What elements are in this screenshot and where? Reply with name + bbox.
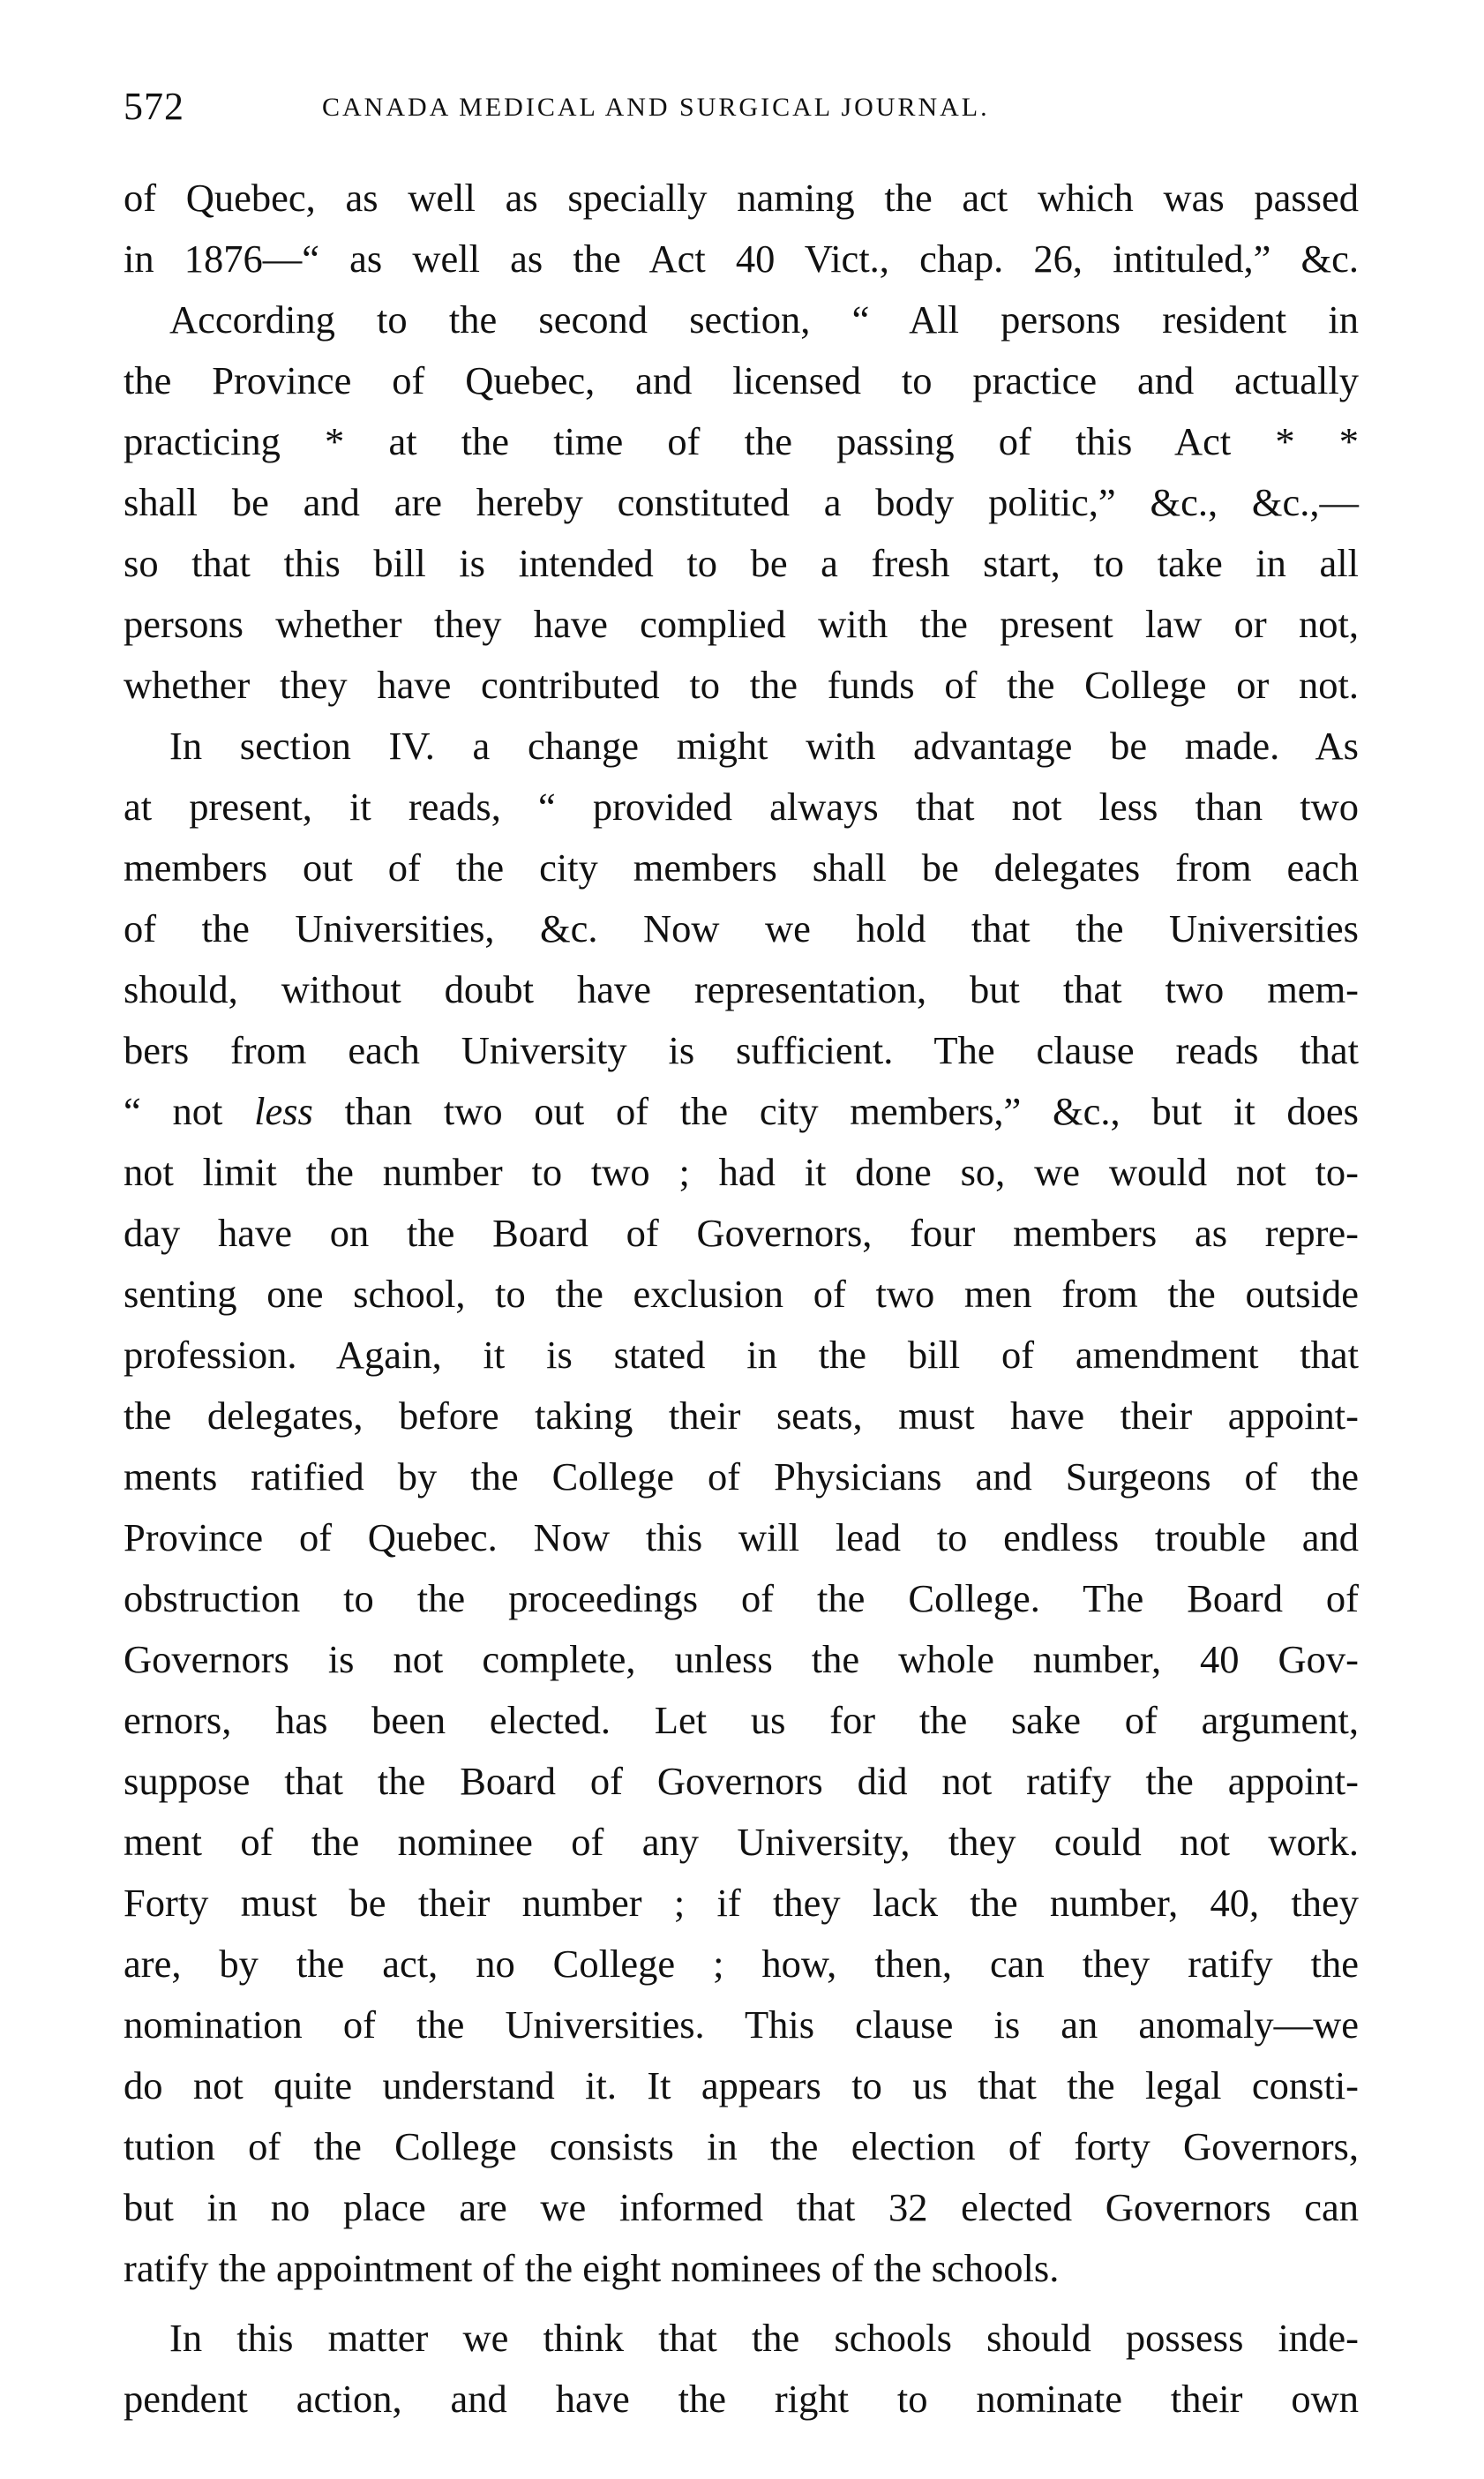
text-line: pendent action, and have the right to nominate their own [124,2377,1359,2421]
text-line: in 1876—“ as well as the Act 40 Vict., chap. 26, intituled,” &c. [124,237,1359,281]
running-head [124,84,1359,137]
text-line: whether they have contributed to the funds of the College or not. [124,663,1359,707]
text-line: of the Universities, &c. Now we hold that the Universities [124,906,1359,950]
text-line: suppose that the Board of Governors did not ratify the appoint- [124,1759,1359,1803]
text-line: shall be and are hereby constituted a body politic,” &c., &c.,— [124,480,1359,524]
text-line: ment of the nominee of any University, they could not work. [124,1820,1359,1864]
text-line: the delegates, before taking their seats, must have their appoint- [124,1393,1359,1438]
text-line: day have on the Board of Governors, four members as repre- [124,1211,1359,1255]
text-line: bers from each University is sufficient. The clause reads that [124,1028,1359,1072]
paragraph [124,168,1359,289]
text-line: ments ratified by the College of Physicians and Surgeons of the [124,1454,1359,1499]
text-line: Forty must be their number ; if they lack the number, 40, they [124,1881,1359,1925]
text-line: According to the second section, “ All persons resident in [169,297,1359,342]
text-line: practicing * at the time of the passing of this Act * * [124,419,1359,463]
paragraph [124,289,1359,716]
text-line: Province of Quebec. Now this will lead to endless trouble and [124,1515,1359,1559]
page-number: 572 [124,85,184,128]
text-line: Governors is not complete, unless the whole number, 40 Gov- [124,1637,1359,1681]
text-line: members out of the city members shall be delegates from each [124,845,1359,890]
paragraph [124,716,1359,2299]
text-line: ratify the appointment of the eight nominees of the schools. [124,2246,1060,2290]
text-line: but in no place are we informed that 32 elected Governors can [124,2185,1359,2229]
text-line: obstruction to the proceedings of the College. The Board of [124,1576,1359,1620]
text-line: persons whether they have complied with the present law or not, [124,602,1359,646]
text-line: nomination of the Universities. This clause is an anomaly—we [124,2002,1359,2047]
paragraph [124,2308,1359,2430]
text-line: are, by the act, no College ; how, then, can they ratify the [124,1942,1359,1986]
text-line: of Quebec, as well as specially naming the act which was passed [124,176,1359,220]
text-line: do not quite understand it. It appears to us that the legal consti- [124,2063,1359,2107]
text-line: tution of the College consists in the election of forty Governors, [124,2124,1359,2168]
text-line: at present, it reads, “ provided always that not less than two [124,785,1359,829]
text-line: In this matter we think that the schools should possess inde- [169,2316,1359,2360]
text-line: “ not less than two out of the city members,” &c., but it does [124,1089,1359,1133]
text-line: profession. Again, it is stated in the bill of amendment that [124,1333,1359,1377]
text-line: ernors, has been elected. Let us for the sake of argument, [124,1698,1359,1742]
text-line: In section IV. a change might with advantage be made. As [169,724,1359,768]
text-line: the Province of Quebec, and licensed to practice and actually [124,358,1359,402]
text-line: senting one school, to the exclusion of two men from the outside [124,1272,1359,1316]
article-body [124,168,1359,2430]
text-line: not limit the number to two ; had it done so, we would not to- [124,1150,1359,1194]
journal-title: CANADA MEDICAL AND SURGICAL JOURNAL. [322,93,990,122]
text-line: should, without doubt have representation, but that two mem- [124,967,1359,1011]
text-line: so that this bill is intended to be a fresh start, to take in all [124,541,1359,585]
